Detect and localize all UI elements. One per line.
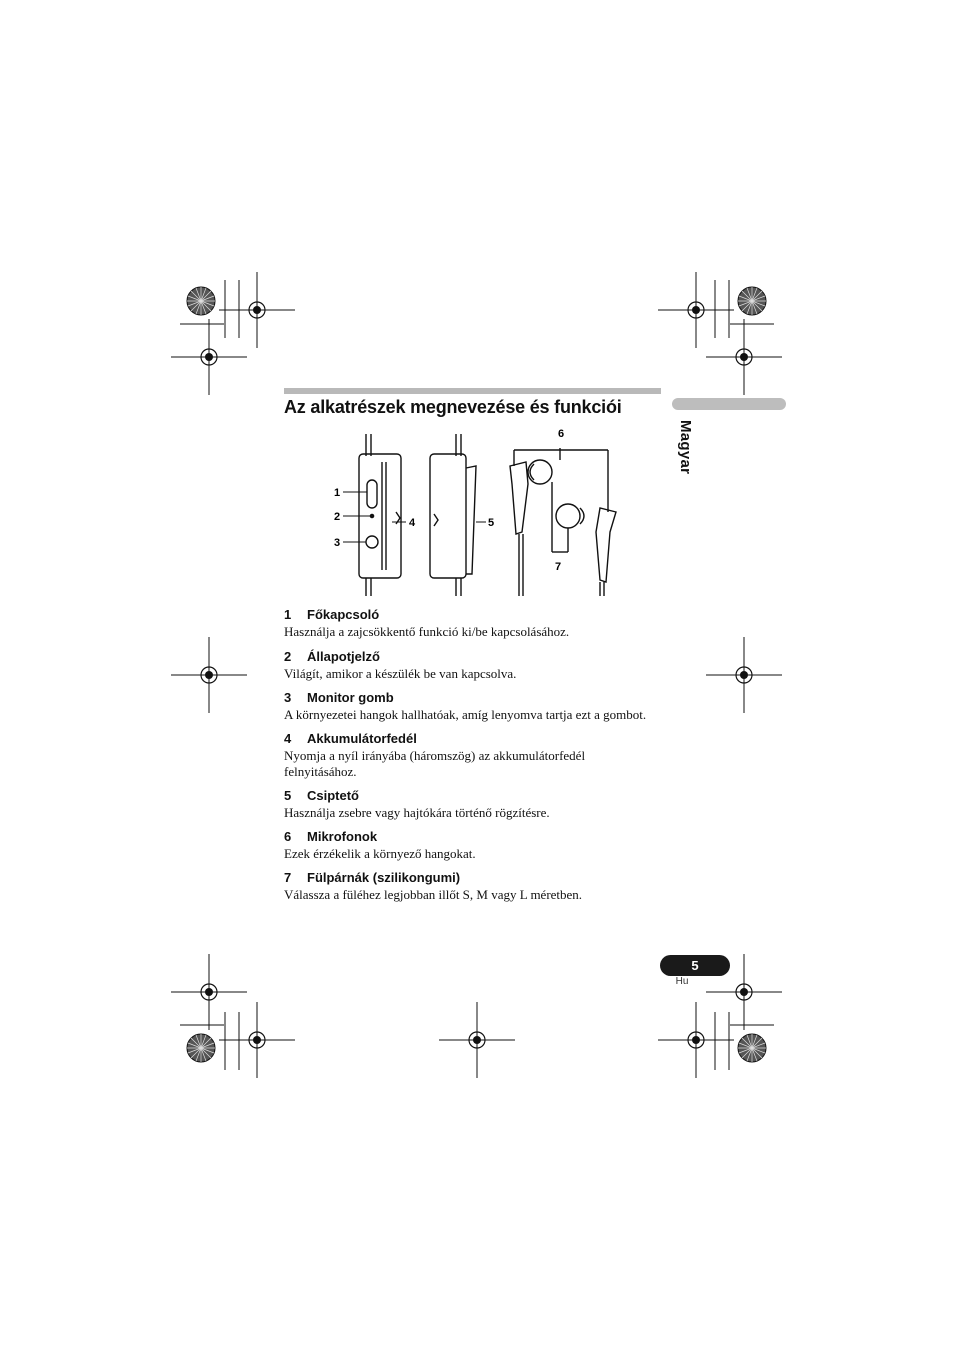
callout-4: 4 [409, 517, 416, 529]
page-language-code: Hu [675, 976, 689, 987]
item-number: 1 [284, 607, 292, 622]
list-item [284, 870, 669, 903]
item-description: Ezek érzékelik a környező hangokat. [284, 846, 476, 861]
control-unit-side [430, 434, 476, 596]
item-description: Használja zsebre vagy hajtókára történő rögzítésre. [284, 805, 550, 820]
earphones [510, 448, 616, 596]
crop-marks-bottom-left [171, 954, 295, 1078]
list-item [284, 649, 669, 682]
item-description: Válassza a füléhez legjobban illőt S, M vagy L méretben. [284, 887, 583, 902]
callout-3: 3 [334, 537, 341, 549]
language-tab-bar [672, 398, 786, 410]
item-number: 3 [284, 690, 292, 705]
page-number-badge: 5 [660, 955, 730, 976]
list-item [284, 731, 614, 780]
item-description: Használja a zajcsökkentő funkció ki/be kapcsolásához. [284, 624, 570, 639]
item-name: Csiptető [307, 788, 359, 803]
item-number: 4 [284, 731, 292, 746]
page-title: Az alkatrészek megnevezése és funkciói [284, 397, 622, 417]
item-description: Világít, amikor a készülék be van kapcsolva. [284, 666, 517, 681]
callout-5: 5 [488, 517, 495, 529]
item-description: A környezetei hangok hallhatóak, amíg lenyomva tartja ezt a gombot. [284, 707, 647, 722]
item-number: 2 [284, 649, 292, 664]
list-item [284, 690, 669, 723]
callout-7: 7 [555, 561, 562, 573]
list-item [284, 607, 669, 640]
item-name: Fülpárnák (szilikongumi) [307, 870, 461, 885]
item-name: Monitor gomb [307, 690, 394, 705]
crop-marks-bottom-center [439, 1002, 515, 1078]
product-diagram [330, 424, 630, 600]
control-unit-front [359, 434, 401, 596]
item-name: Állapotjelző [307, 649, 380, 664]
item-name: Főkapcsoló [307, 607, 380, 622]
item-number: 7 [284, 870, 292, 885]
language-tab-label: Magyar [677, 420, 694, 475]
list-item [284, 829, 669, 862]
callout-2: 2 [334, 511, 341, 523]
item-number: 5 [284, 788, 292, 803]
callout-1: 1 [334, 487, 341, 499]
crop-marks-top-left [171, 272, 295, 395]
item-name: Akkumulátorfedél [307, 731, 417, 746]
section-header-bar [284, 388, 661, 394]
callout-6: 6 [558, 428, 565, 440]
language-tab [662, 420, 702, 500]
crop-marks-top-right [658, 272, 782, 395]
item-description: Nyomja a nyíl irányába (háromszög) az akkumulátorfedél felnyitásához. [284, 748, 586, 779]
item-number: 6 [284, 829, 292, 844]
list-item [284, 788, 669, 821]
item-name: Mikrofonok [307, 829, 378, 844]
